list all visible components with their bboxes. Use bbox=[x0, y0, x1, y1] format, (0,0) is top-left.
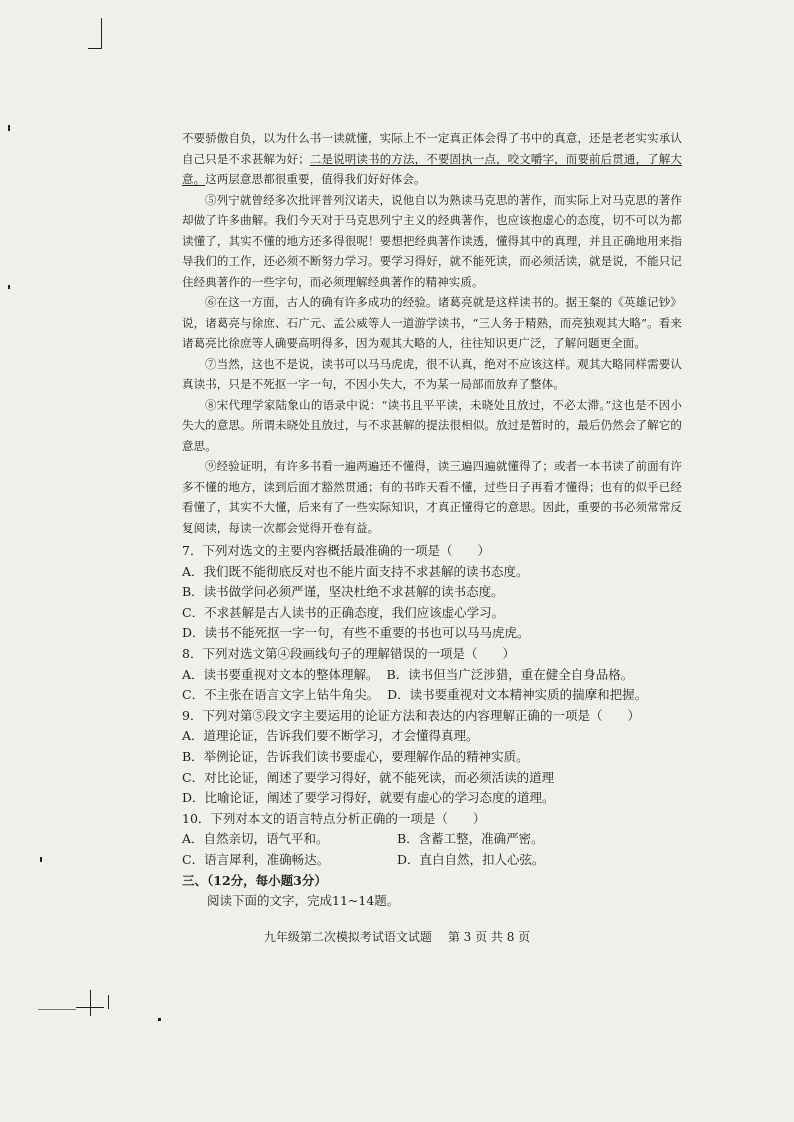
question-list bbox=[182, 541, 682, 912]
margin-speck-2 bbox=[8, 285, 10, 289]
question-9-option-b: B．举例论证，告诉我们读书要虚心，要理解作品的精神实质。 bbox=[182, 748, 529, 764]
question-7-option-a: A．我们既不能彻底反对也不能片面支持不求甚解的读书态度。 bbox=[182, 563, 529, 579]
question-8-option-d: D．读书要重视对文本精神实质的揣摩和把握。 bbox=[387, 687, 648, 703]
bottom-left-cross-v bbox=[90, 990, 91, 1016]
margin-speck-1 bbox=[8, 125, 10, 131]
question-10-row-cd bbox=[182, 850, 682, 871]
question-10-row-ab bbox=[182, 829, 682, 850]
passage-paragraph-6: ⑥在这一方面，古人的确有许多成功的经验。诸葛亮就是这样读书的。据王粲的《英雄记钞》说，诸葛亮与徐庶、石广元、孟公威等人一道游学读书，“三人务于精熟，而亮独观其大略”。看来诸葛亮比徐庶等人确要高明得多，因为观其大略的人，往往知识更广泛，了解问题更全面。 bbox=[182, 295, 682, 350]
exam-content bbox=[182, 128, 682, 912]
question-9-stem: 9．下列对第⑤段文字主要运用的论证方法和表达的内容理解正确的一项是（ ） bbox=[182, 707, 640, 723]
question-10-option-c: C．语言犀利，准确畅达。 bbox=[182, 851, 330, 867]
question-8-option-c: C．不主张在语言文字上钻牛角尖。 bbox=[182, 687, 380, 703]
passage-paragraph-4-end: 不要骄傲自负，以为什么书一读就懂，实际上不一定真正体会得了书中的真意，还是老老实实承认自己只是不求甚解为好；二是说明读书的方法，不要固执一点，咬文嚼字，而要前后贯通，了解大意。这两层意思都很重要，值得我们好好体会。 bbox=[182, 131, 682, 186]
question-8-stem: 8．下列对选文第④段画线句子的理解错误的一项是（ ） bbox=[182, 645, 515, 661]
page-footer bbox=[0, 928, 794, 945]
question-8-option-b: B．读书但当广泛涉猎，重在健全自身品格。 bbox=[386, 666, 634, 682]
margin-speck-4 bbox=[158, 1018, 161, 1021]
question-10-option-a: A．自然亲切，语气平和。 bbox=[182, 831, 329, 847]
passage-paragraph-5: ⑤列宁就曾经多次批评普列汉诺夫，说他自以为熟读马克思的著作，而实际上对马克思的著作却做了许多曲解。我们今天对于马克思列宁主义的经典著作，也应该抱虚心的态度，切不可以为都读懂了，其实不懂的地方还多得很呢！要想把经典著作读透，懂得其中的真理，并且正确地用来指导我们的工作，还必须不断努力学习。要学习得好，就不能死读，而必须活读，就是说，不能只记住经典著作的一些字句，而必须理解经典著作的精神实质。 bbox=[182, 192, 682, 289]
question-10-option-d: D．直白自然，扣人心弦。 bbox=[397, 851, 545, 867]
bottom-left-dash bbox=[38, 1009, 76, 1010]
question-7-stem: 7．下列对选文的主要内容概括最准确的一项是（ ） bbox=[182, 543, 490, 558]
passage-paragraph-8: ⑧宋代理学家陆象山的语录中说：“读书且平平读，未晓处且放过，不必太滞。”这也是不因小失大的意思。所谓未晓处且放过，与不求甚解的提法很相似。放过是暂时的，最后仍然会了解它的意思。 bbox=[182, 397, 682, 453]
question-7-option-b: B．读书做学问必须严谨，坚决杜绝不求甚解的读书态度。 bbox=[182, 584, 504, 600]
top-left-mark-vertical bbox=[101, 18, 102, 48]
question-8-row-ab bbox=[182, 665, 682, 686]
question-9-option-c: C．对比论证，阐述了要学习得好，就不能死读，而必须活读的道理 bbox=[182, 769, 555, 785]
margin-speck-3 bbox=[40, 857, 42, 862]
underlined-sentence: 二是说明读书的方法，不要固执一点，咬文嚼字，而要前后贯通，了解大意。 bbox=[182, 151, 682, 186]
reading-passage bbox=[182, 128, 682, 538]
question-9-option-d: D．比喻论证，阐述了要学习得好，就要有虚心的学习态度的道理。 bbox=[182, 790, 555, 806]
question-7-option-c: C．不求甚解是古人读书的正确态度，我们应该虚心学习。 bbox=[182, 604, 505, 620]
footer-page-number: 第 3 页 共 8 页 bbox=[447, 930, 531, 944]
question-9-option-a: A．道理论证，告诉我们要不断学习，才会懂得真理。 bbox=[182, 728, 479, 744]
footer-exam-title: 九年级第二次模拟考试语文试题 bbox=[263, 930, 432, 944]
section-3-heading: 三、（12分，每小题3分） bbox=[182, 872, 327, 888]
question-10-stem: 10．下列对本文的语言特点分析正确的一项是（ ） bbox=[182, 810, 486, 826]
question-7-option-d: D．读书不能死抠一字一句，有些不重要的书也可以马马虎虎。 bbox=[182, 625, 530, 641]
question-10-option-b: B．含蓄工整，准确严密。 bbox=[397, 831, 544, 847]
top-left-mark bbox=[88, 48, 102, 49]
section-3-instruction: 阅读下面的文字，完成11~14题。 bbox=[207, 893, 400, 909]
question-8-option-a: A．读书要重视对文本的整体理解。 bbox=[182, 666, 379, 682]
bottom-left-tick bbox=[108, 995, 109, 1009]
question-8-row-cd bbox=[182, 685, 682, 706]
passage-paragraph-7: ⑦当然，这也不是说，读书可以马马虎虎，很不认真，绝对不应该这样。观其大略同样需要认真读书，只是不死抠一字一句，不因小失大，不为某一局部而放弃了整体。 bbox=[182, 356, 682, 391]
passage-paragraph-9: ⑨经验证明，有许多书看一遍两遍还不懂得，读三遍四遍就懂得了；或者一本书读了前面有许多不懂的地方，读到后面才豁然贯通；有的书昨天看不懂，过些日子再看才懂得；也有的似乎已经看懂了，其实不大懂，后来有了一些实际知识，才真正懂得它的意思。因此，重要的书必须常常反复阅读，每读一次都会觉得开卷有益。 bbox=[182, 459, 682, 535]
